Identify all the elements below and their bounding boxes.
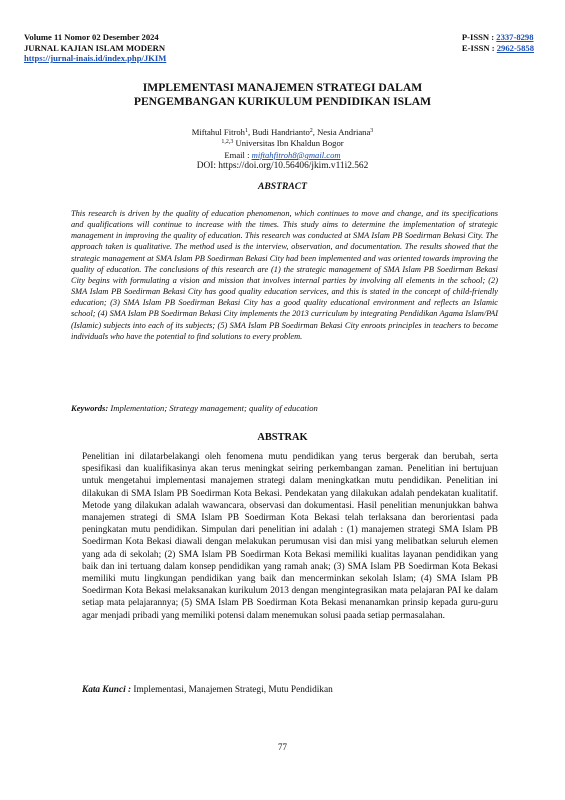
abstrak-heading: ABSTRAK xyxy=(257,432,308,443)
pissn-line xyxy=(462,32,534,43)
paper-title xyxy=(40,81,525,109)
keywords-line xyxy=(71,403,498,413)
author-names xyxy=(40,127,525,138)
affiliation-text: Universitas Ibn Khaldun Bogor xyxy=(233,138,344,149)
author-3: Nesia Andriana xyxy=(317,127,371,137)
pissn-label: P-ISSN : xyxy=(461,32,497,42)
page-number: 77 xyxy=(278,742,287,752)
keywords-text: Implementation; Strategy management; quality of education xyxy=(108,403,318,413)
kata-kunci-label: Kata Kunci : xyxy=(82,685,132,695)
author-block xyxy=(40,127,525,173)
journal-header-left xyxy=(24,32,166,64)
affiliation-sup: 1,2,3 xyxy=(221,139,234,146)
kata-kunci-line xyxy=(82,685,498,695)
author-2: Budi Handrianto xyxy=(252,127,310,137)
eissn-line xyxy=(462,43,534,54)
abstrak-body: Penelitian ini dilatarbelakangi oleh fenomena mutu pendidikan yang terus bergerak dan berubah, serta spesifikasi dan kualifikasinya akan terus meningkat seiring perkembangan zaman. Penelitian ini bertujuan untuk mengetahui implementasi manajemen strategi dalam meningkatkan mutu pendidikan. Penelitian ini dilakukan di SMA Islam PB Soedirman Kota Bekasi. Pendekatan yang dilakukan adalah pendekatan kualitatif. Metode yang dilakukan adalah wawancara, observasi dan dokumentasi. Hasil penelitian menunjukkan bahwa manajemen strategi di SMA Islam PB Soedirman Kota Bekasi telah terlaksana dan berorientasi pada peningkatan mutu pendidikan. Simpulan dari penelitian ini adalah : (1) manajemen strategi SMA Islam PB Soedirman Kota Bekasi diawali dengan melakukan perumusan visi dan misi yang melibatkan seluruh elemen yang ada di sekolah; (2) SMA Islam PB Soedirman Kota Bekasi memiliki kualitas layanan pendidikan yang baik dan ini tertuang dalam konsep pendidikan yang ramah anak; (3) SMA Islam PB Soedirman Kota Bekasi memiliki mutu lingkungan pendidikan yang baik dan mencerminkan sekolah Islam; (4) SMA Islam PB Soedirman Kota Bekasi melaksanakan kurikulum 2013 dengan mengintegrasikan mata pelajaran PAI ke dalam setiap mata pelajarannya; (5) SMA Islam PB Soedirman Kota Bekasi menanamkan prinsip kepada guru-guru agar menjadi pribadi yang memiliki potensi dalam menemukan solusi paada setiap permasalahan. xyxy=(82,452,498,621)
author-separator: , xyxy=(312,127,318,137)
doi-line[interactable]: DOI: https://doi.org/10.56406/jkim.v11i2.562 xyxy=(196,161,369,172)
email-label: Email : xyxy=(224,149,252,160)
eissn-label: E-ISSN : xyxy=(461,42,497,53)
paper-title-line-1: IMPLEMENTASI MANAJEMEN STRATEGI DALAM xyxy=(142,81,423,94)
author-2-sup: 2 xyxy=(309,128,313,134)
email-line xyxy=(40,150,525,161)
paper-title-line-2: PENGEMBANGAN KURIKULUM PENDIDIKAN ISLAM xyxy=(133,95,432,108)
eissn-link[interactable]: 2962-5858 xyxy=(496,42,534,53)
abstract-body: This research is driven by the quality of education phenomenon, which continues to move and change, and its specifications and qualifications will continue to increase with the times. This study aims to determine the implementation of strategic management in improving the quality of education. This research was conducted at SMA Islam PB Soedirman Bekasi City. The approach taken is qualitative. The method used is the interview, observation, and documentation. The results showed that the strategic management at SMA Islam PB Soedirman Bekasi City had been implemented and was oriented towards improving the quality of education. The conclusions of this research are (1) the strategic management of SMA Islam PB Soedirman Bekasi City begins with formulating a vision and mission that involves internal parties by involving all elements in the school; (2) SMA Islam PB Soedirman Bekasi City has good quality education services, and this is stated in the concept of child-friendly education; (3) SMA Islam PB Soedirman Bekasi City has a good quality educational environment and reflects an Islamic school; (4) SMA Islam PB Soedirman Bekasi City implements the 2013 curriculum by integrating Pendidikan Agama Islam/PAI (Islamic) subjects into each of its subjects; (5) SMA Islam PB Soedirman Bekasi City enroots principles in teachers to become individuals who have the potential to find solutions to every problem. xyxy=(71,209,498,341)
journal-name: JURNAL KAJIAN ISLAM MODERN xyxy=(24,42,166,53)
journal-url-link[interactable]: https://jurnal-inais.id/index.php/JKIM xyxy=(24,53,167,64)
pissn-link[interactable]: 2337-8298 xyxy=(496,32,534,42)
kata-kunci-text: Implementasi, Manajemen Strategi, Mutu Pendidikan xyxy=(131,685,333,695)
volume-info: Volume 11 Nomor 02 Desember 2024 xyxy=(24,32,159,42)
email-link[interactable]: miftahfitroh8@gmail.com xyxy=(251,149,341,160)
keywords-label: Keywords: xyxy=(71,403,109,413)
author-1: Miftahul Fitroh xyxy=(191,127,245,137)
affiliation xyxy=(40,138,525,149)
author-separator: , xyxy=(247,127,253,137)
abstract-heading: ABSTRACT xyxy=(257,181,308,192)
author-1-sup: 1 xyxy=(244,128,248,134)
author-3-sup: 3 xyxy=(370,128,374,134)
journal-header-right xyxy=(462,32,534,53)
